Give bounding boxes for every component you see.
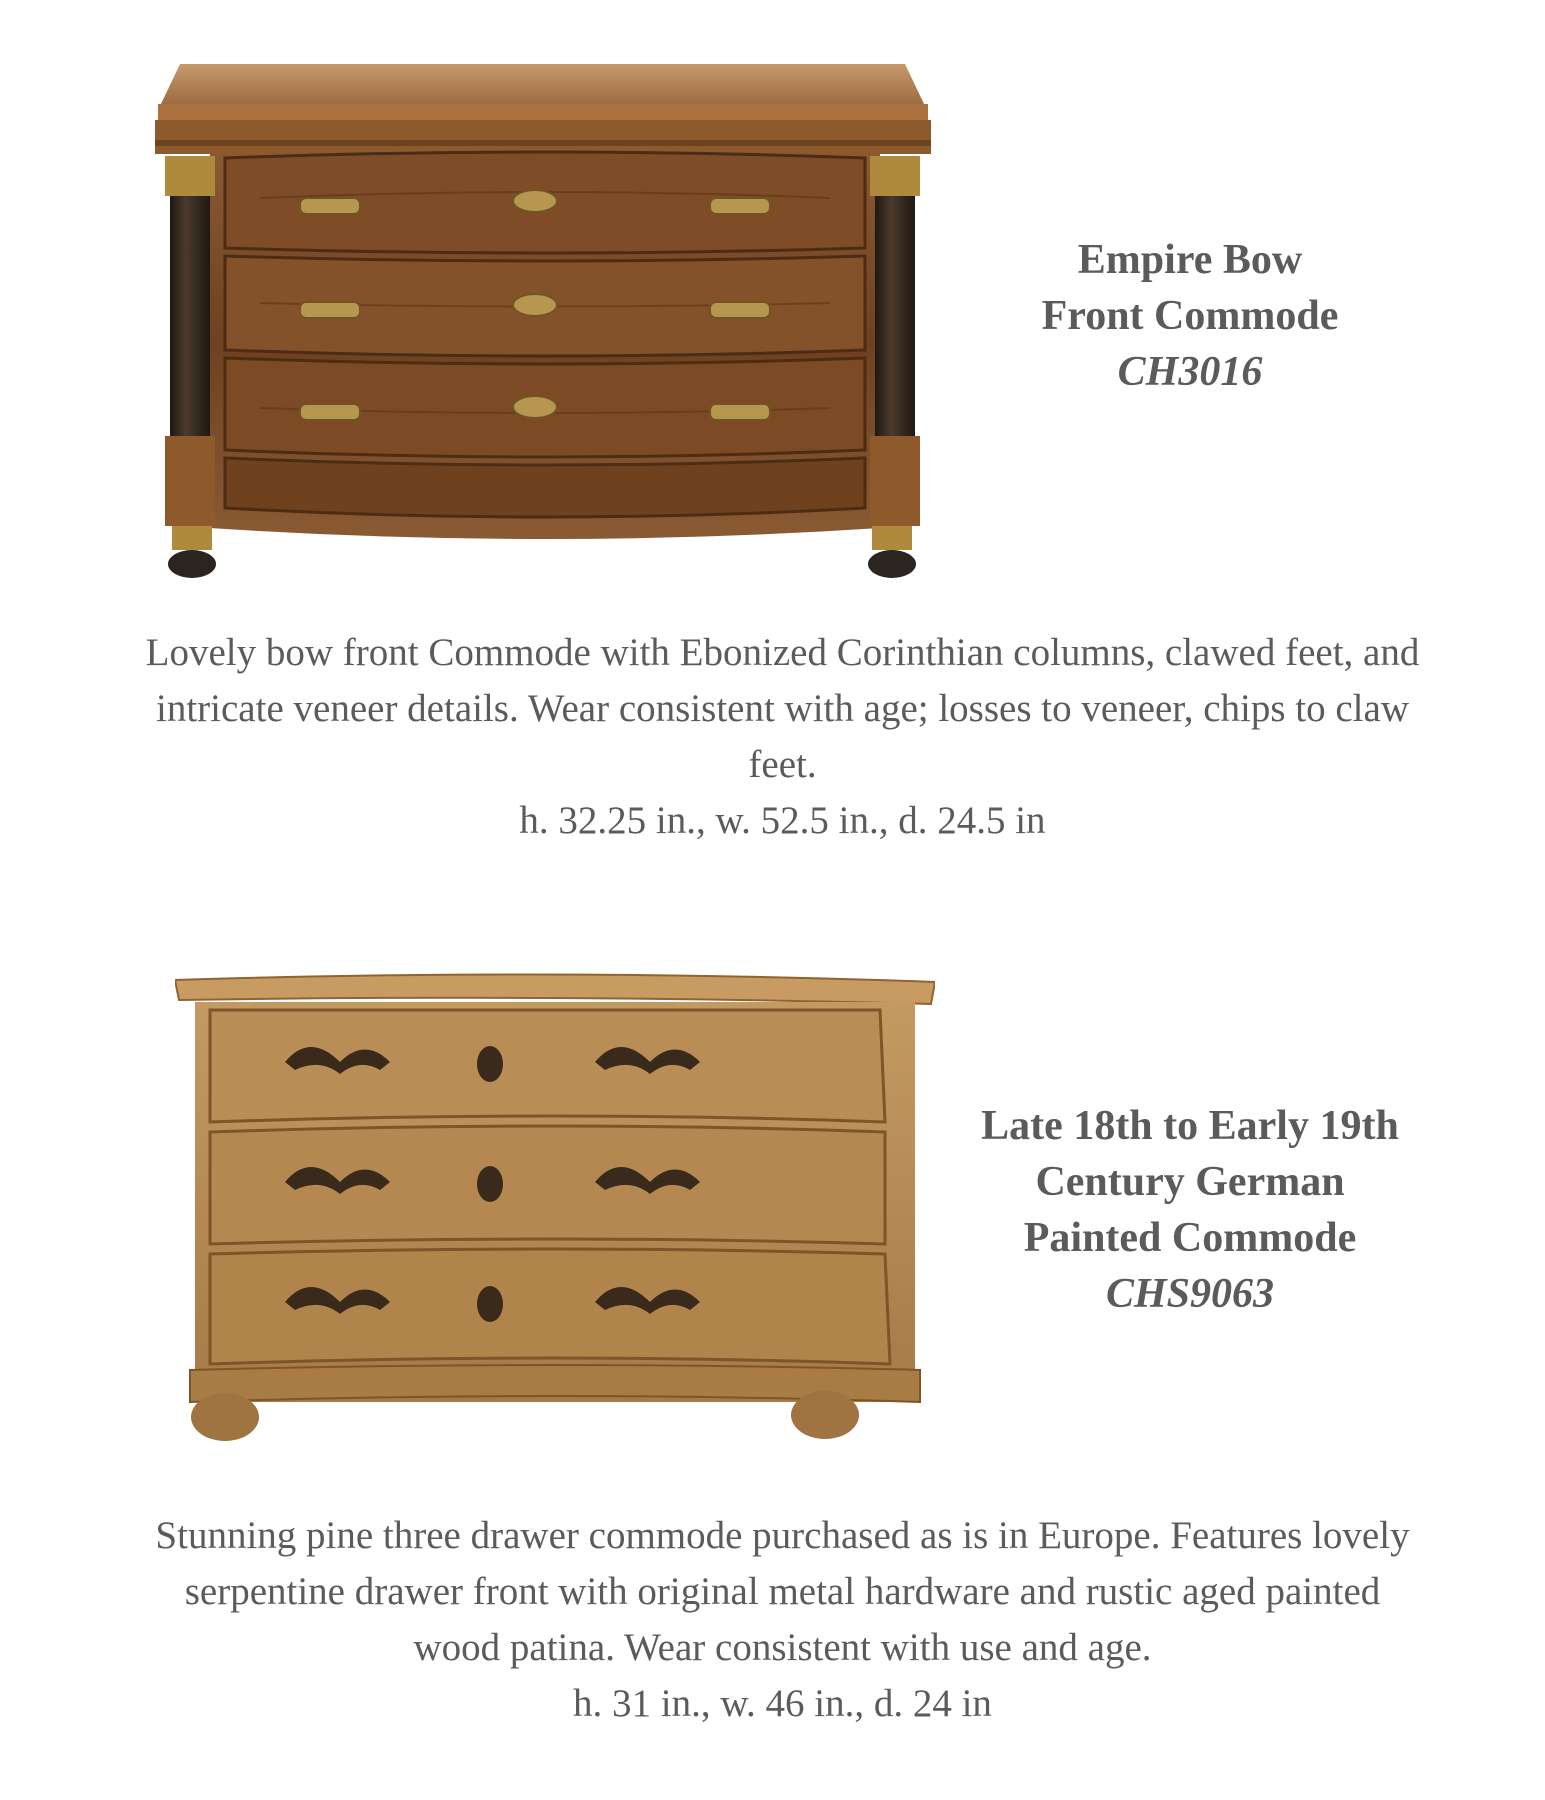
product-dimensions: h. 31 in., w. 46 in., d. 24 in [573, 1682, 992, 1725]
product-title-line: Front Commode [1041, 293, 1339, 339]
product-sku: CHS9063 [1105, 1271, 1275, 1317]
product-title-line: Late 18th to Early 19th [981, 1103, 1399, 1149]
product-sku: CH3016 [1117, 349, 1263, 395]
product-title-line: Empire Bow [1077, 237, 1303, 283]
german-commode-photo [175, 972, 935, 1472]
product-description [140, 625, 1425, 849]
product-title-line: Painted Commode [1023, 1215, 1357, 1261]
product-title [990, 232, 1390, 400]
product-description-text: Stunning pine three drawer commode purchased as is in Europe. Features lovely serpentine drawer front with original metal hardware and rustic aged painted wood patina. Wear consistent with use and age. [155, 1514, 1410, 1669]
product-dimensions: h. 32.25 in., w. 52.5 in., d. 24.5 in [519, 799, 1046, 842]
product-card-german-commode [0, 900, 1545, 1800]
empire-commode-photo [150, 58, 940, 586]
product-description-text: Lovely bow front Commode with Ebonized Corinthian columns, clawed feet, and intricate veneer details. Wear consistent with age; losses to veneer, chips to claw feet. [145, 631, 1420, 786]
product-title [975, 1098, 1405, 1322]
product-description [140, 1508, 1425, 1732]
product-title-line: Century German [1035, 1159, 1345, 1205]
